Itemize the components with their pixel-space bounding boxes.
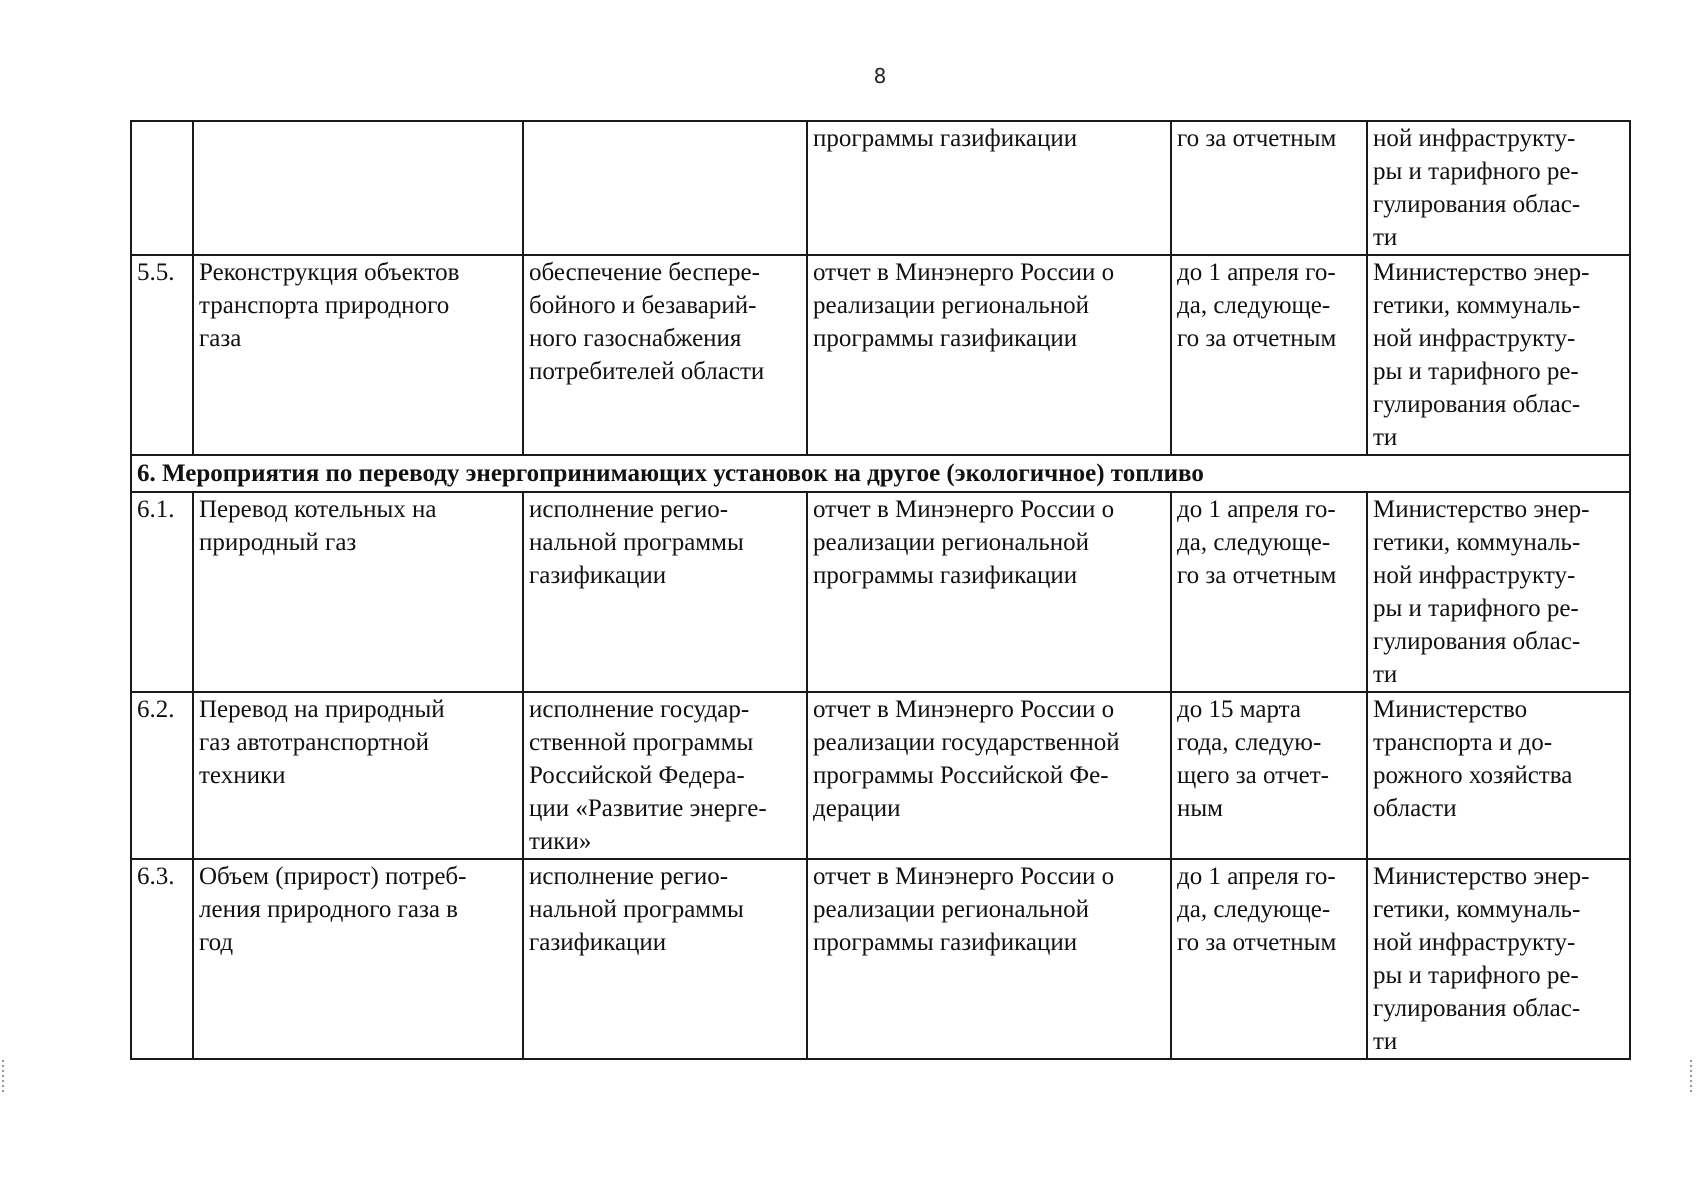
row-number-cell: 6.3. [131,859,193,1059]
row-number-cell: 6.2. [131,692,193,859]
measure-name-cell: Объем (прирост) потреб- ления природного газа в год [193,859,523,1059]
table-row [131,255,1630,455]
report-form-cell: отчет в Минэнерго России о реализации региональной программы газификации [807,492,1171,692]
section-heading-row [131,455,1630,492]
measure-name-cell: Реконструкция объектов транспорта природного газа [193,255,523,455]
measure-name-cell: Перевод на природный газ автотранспортной техники [193,692,523,859]
purpose-cell [523,121,807,255]
measure-name-cell: Перевод котельных на природный газ [193,492,523,692]
section-heading: 6. Мероприятия по переводу энергопринимающих установок на другое (экологичное) топливо [131,455,1630,492]
responsible-cell: Министерство энер- гетики, коммуналь- ной инфраструкту- ры и тарифного ре- гулирования облас- ти [1367,255,1630,455]
row-number-cell [131,121,193,255]
report-form-cell: программы газификации [807,121,1171,255]
row-number-cell: 6.1. [131,492,193,692]
measures-table [130,120,1631,1060]
purpose-cell: обеспечение беспере- бойного и безаварий- ного газоснабжения потребителей области [523,255,807,455]
table-row [131,692,1630,859]
left-margin-mark [2,1060,4,1094]
table-row [131,859,1630,1059]
report-form-cell: отчет в Минэнерго России о реализации региональной программы газификации [807,255,1171,455]
deadline-cell: до 1 апреля го- да, следующе- го за отчетным [1171,859,1367,1059]
right-margin-mark [1690,1060,1692,1094]
responsible-cell: Министерство энер- гетики, коммуналь- ной инфраструкту- ры и тарифного ре- гулирования облас- ти [1367,492,1630,692]
measure-name-cell [193,121,523,255]
row-number-cell: 5.5. [131,255,193,455]
purpose-cell: исполнение государ- ственной программы Российской Федера- ции «Развитие энерге- тики» [523,692,807,859]
report-form-cell: отчет в Минэнерго России о реализации государственной программы Российской Фе- дерации [807,692,1171,859]
responsible-cell: Министерство энер- гетики, коммуналь- ной инфраструкту- ры и тарифного ре- гулирования облас- ти [1367,859,1630,1059]
page-number: 8 [873,64,887,88]
table-row [131,121,1630,255]
deadline-cell: до 1 апреля го- да, следующе- го за отчетным [1171,492,1367,692]
deadline-cell: до 1 апреля го- да, следующе- го за отчетным [1171,255,1367,455]
purpose-cell: исполнение регио- нальной программы газификации [523,492,807,692]
deadline-cell: до 15 марта года, следую- щего за отчет- ным [1171,692,1367,859]
purpose-cell: исполнение регио- нальной программы газификации [523,859,807,1059]
responsible-cell: ной инфраструкту- ры и тарифного ре- гулирования облас- ти [1367,121,1630,255]
report-form-cell: отчет в Минэнерго России о реализации региональной программы газификации [807,859,1171,1059]
deadline-cell: го за отчетным [1171,121,1367,255]
responsible-cell: Министерство транспорта и до- рожного хозяйства области [1367,692,1630,859]
table-row [131,492,1630,692]
